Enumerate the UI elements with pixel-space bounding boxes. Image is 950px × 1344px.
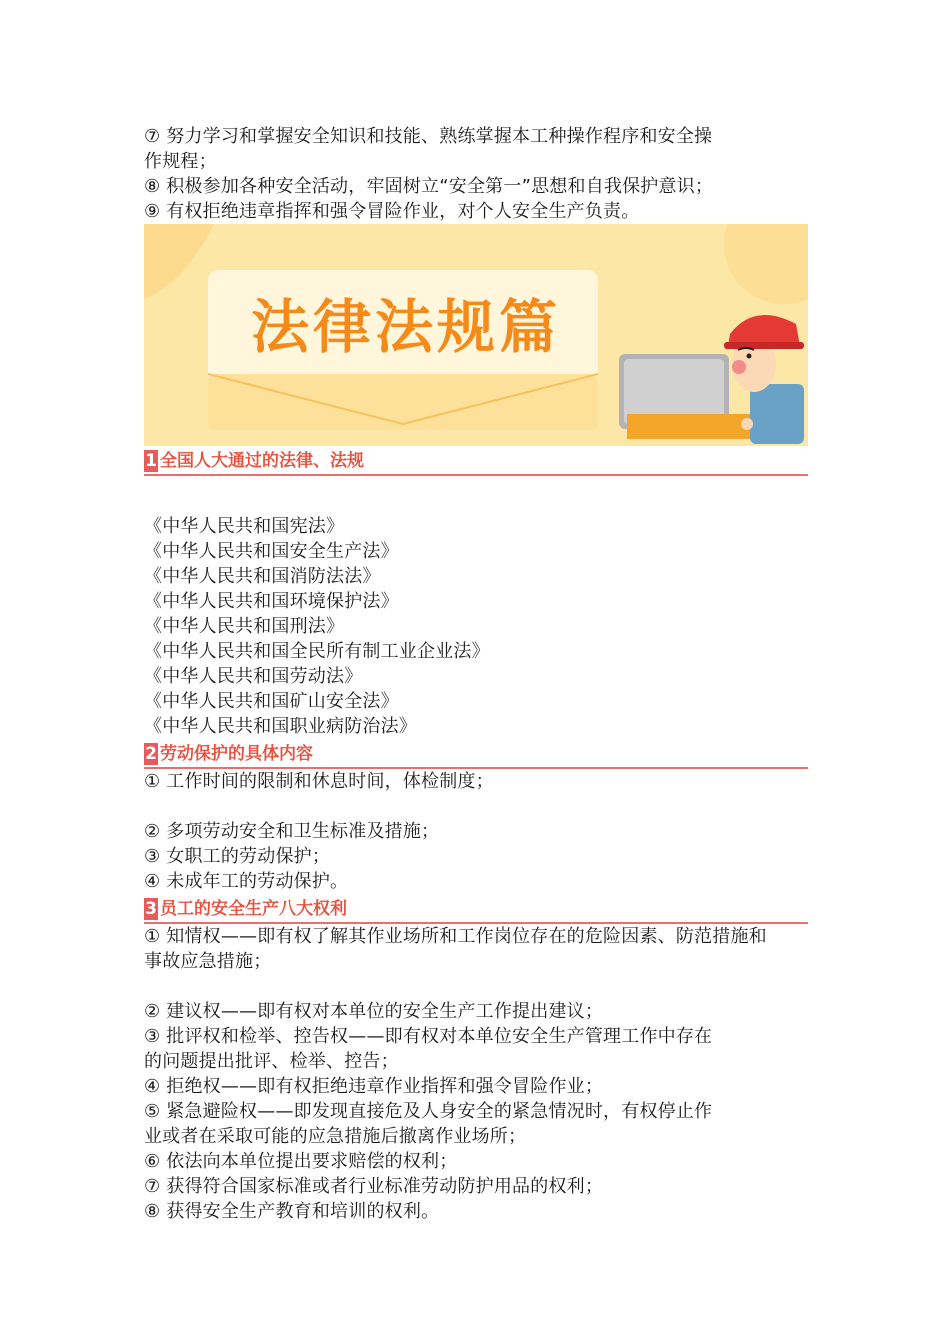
- law-item: 《中华人民共和国安全生产法》: [144, 541, 399, 562]
- law-item: 《中华人民共和国消防法法》: [144, 566, 381, 587]
- section-3-header: [144, 896, 808, 924]
- law-item: 《中华人民共和国环境保护法》: [144, 591, 399, 612]
- list-item: ① 工作时间的限制和休息时间，体检制度；: [144, 771, 494, 792]
- document-body: [144, 124, 808, 1224]
- list-item: ② 建议权——即有权对本单位的安全生产工作提出建议；: [144, 1001, 604, 1022]
- intro-line: ⑦ 努力学习和掌握安全知识和技能、熟练掌握本工种操作程序和安全操: [144, 126, 713, 147]
- section-2-header: [144, 741, 808, 769]
- list-item: ⑤ 紧急避险权——即发现直接危及人身安全的紧急情况时，有权停止作: [144, 1101, 713, 1122]
- list-item: ② 多项劳动安全和卫生标准及措施；: [144, 821, 440, 842]
- law-item: 《中华人民共和国刑法》: [144, 616, 345, 637]
- list-item: ④ 拒绝权——即有权拒绝违章作业指挥和强令冒险作业；: [144, 1076, 604, 1097]
- list-item: ③ 批评权和检举、控告权——即有权对本单位安全生产管理工作中存在: [144, 1026, 713, 1047]
- section-number: 2: [145, 744, 157, 764]
- section-number: 3: [145, 899, 157, 919]
- law-item: 《中华人民共和国矿山安全法》: [144, 691, 399, 712]
- section-number: 1: [145, 451, 157, 471]
- list-item: ④ 未成年工的劳动保护。: [144, 871, 349, 892]
- list-item: 业或者在采取可能的应急措施后撤离作业场所；: [144, 1126, 527, 1147]
- section-title: 全国人大通过的法律、法规: [160, 451, 364, 471]
- law-item: 《中华人民共和国职业病防治法》: [144, 716, 417, 737]
- list-item: ⑥ 依法向本单位提出要求赔偿的权利；: [144, 1151, 458, 1172]
- law-item: 《中华人民共和国全民所有制工业企业法》: [144, 641, 490, 662]
- section-title: 员工的安全生产八大权利: [160, 899, 347, 919]
- laws-banner: [144, 224, 808, 446]
- list-item: ③ 女职工的劳动保护；: [144, 846, 331, 867]
- list-item: 的问题提出批评、检举、控告；: [144, 1051, 399, 1072]
- section-1-header: [144, 448, 808, 476]
- law-item: 《中华人民共和国劳动法》: [144, 666, 363, 687]
- list-item: ⑦ 获得符合国家标准或者行业标准劳动防护用品的权利；: [144, 1176, 604, 1197]
- intro-line: ⑧ 积极参加各种安全活动，牢固树立“安全第一”思想和自我保护意识；: [144, 176, 714, 197]
- section-title: 劳动保护的具体内容: [160, 744, 313, 764]
- intro-line: 作规程；: [144, 151, 217, 172]
- banner-title: 法律法规篇: [250, 293, 561, 361]
- list-item: 事故应急措施；: [144, 951, 272, 972]
- intro-line: ⑨ 有权拒绝违章指挥和强令冒险作业，对个人安全生产负责。: [144, 201, 640, 222]
- list-item: ① 知情权——即有权了解其作业场所和工作岗位存在的危险因素、防范措施和: [144, 926, 767, 947]
- law-item: 《中华人民共和国宪法》: [144, 516, 345, 537]
- list-item: ⑧ 获得安全生产教育和培训的权利。: [144, 1201, 440, 1222]
